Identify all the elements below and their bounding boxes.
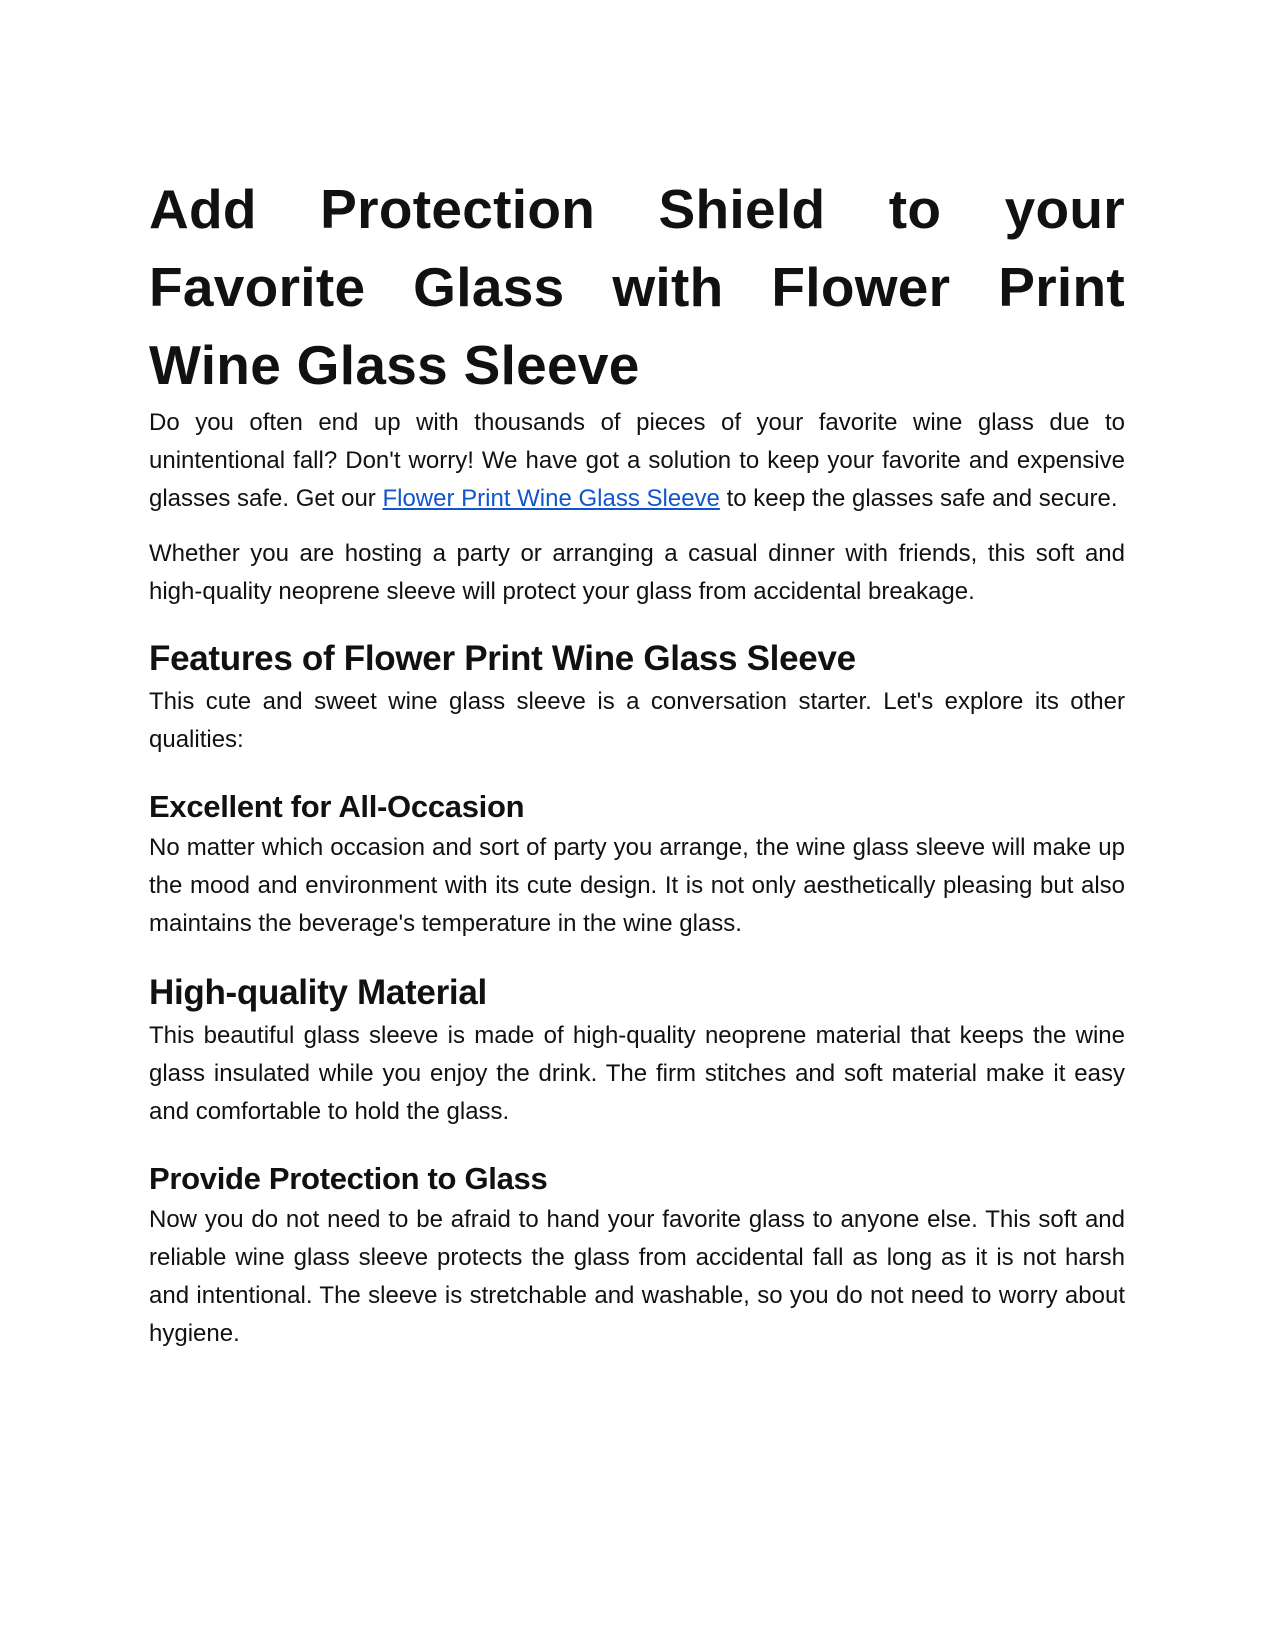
features-heading: Features of Flower Print Wine Glass Sleeve xyxy=(149,639,856,678)
occasion-paragraph: No matter which occasion and sort of party you arrange, the wine glass sleeve will make up the mood and environment with its cute design. It is not only aesthetically pleasing but also maintains the beverage's temperature in the wine glass. xyxy=(149,834,1125,937)
intro-text-after-link: to keep the glasses safe and secure. xyxy=(719,485,1118,512)
intro-paragraph xyxy=(149,404,1125,518)
material-paragraph: This beautiful glass sleeve is made of high-quality neoprene material that keeps the wine glass insulated while you enjoy the drink. The firm stitches and soft material make it easy and comfortable to hold the glass. xyxy=(149,1022,1125,1125)
hosting-paragraph: Whether you are hosting a party or arranging a casual dinner with friends, this soft and high-quality neoprene sleeve will protect your glass from accidental breakage. xyxy=(149,540,1125,605)
material-heading: High-quality Material xyxy=(149,973,487,1012)
features-paragraph: This cute and sweet wine glass sleeve is a conversation starter. Let's explore its other qualities: xyxy=(149,688,1125,753)
product-link[interactable]: Flower Print Wine Glass Sleeve xyxy=(382,485,720,512)
intro-text-before-link: Do you often end up with thousands of pieces of your favorite wine glass due to unintentional fall? Don't worry! We have got a solution to keep your favorite and expensive glasses safe. Get our xyxy=(149,409,1125,512)
protection-heading: Provide Protection to Glass xyxy=(149,1161,548,1196)
document-page xyxy=(149,170,1125,1353)
document-title: Add Protection Shield to your Favorite Glass with Flower Print Wine Glass Sleeve xyxy=(149,178,1125,396)
protection-paragraph: Now you do not need to be afraid to hand your favorite glass to anyone else. This soft and reliable wine glass sleeve protects the glass from accidental fall as long as it is not harsh and intentional. The sleeve is stretchable and washable, so you do not need to worry about hygiene. xyxy=(149,1206,1125,1347)
occasion-heading: Excellent for All-Occasion xyxy=(149,789,525,824)
